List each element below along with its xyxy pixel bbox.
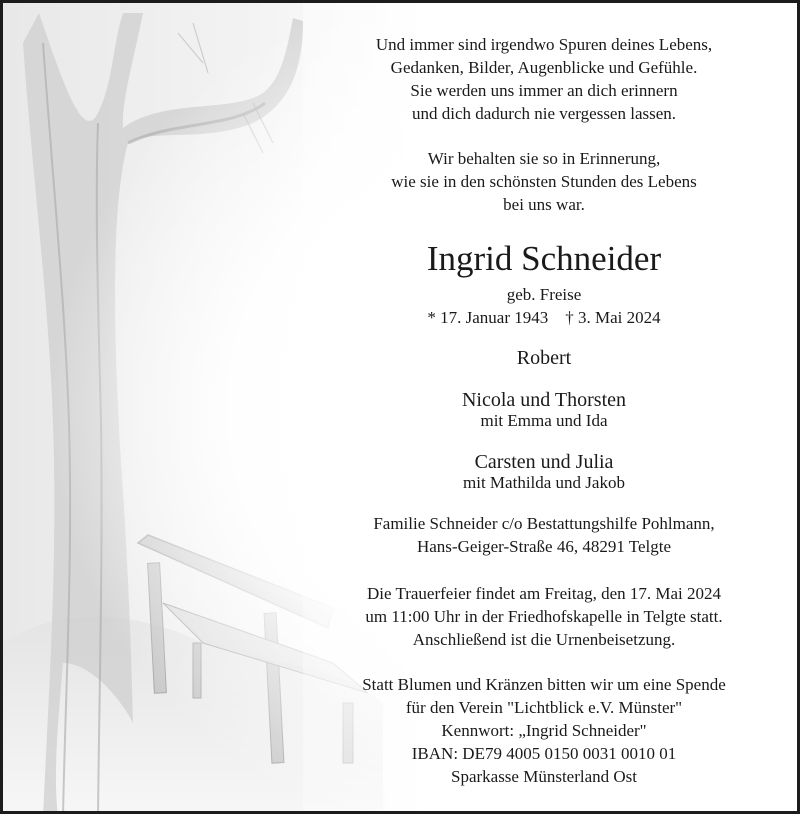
donation-line: Statt Blumen und Kränzen bitten wir um eine Spende xyxy=(362,675,726,694)
life-dates: * 17. Januar 1943 † 3. Mai 2024 xyxy=(427,308,661,327)
mourner-group-2 xyxy=(313,388,775,430)
poem-line: und dich dadurch nie vergessen lassen. xyxy=(411,104,677,123)
service-line: Anschließend ist die Urnenbeisetzung. xyxy=(412,630,676,649)
mourner-names: Robert xyxy=(516,347,572,369)
address-line: Hans-Geiger-Straße 46, 48291 Telgte xyxy=(416,537,672,556)
address-block xyxy=(313,512,775,558)
address-line: Familie Schneider c/o Bestattungshilfe Pohlmann, xyxy=(373,514,715,533)
maiden-name: geb. Freise xyxy=(506,285,582,304)
poem-stanza-1 xyxy=(313,33,775,125)
poem-line: Und immer sind irgendwo Spuren deines Lebens, xyxy=(375,35,713,54)
mourner-names: Nicola und Thorsten xyxy=(461,389,627,411)
deceased-details xyxy=(313,283,775,329)
mourner-group-3 xyxy=(313,450,775,492)
mourner-group-1 xyxy=(313,346,775,370)
poem-line: Wir behalten sie so in Erinnerung, xyxy=(427,149,661,168)
donation-line: Sparkasse Münsterland Ost xyxy=(450,767,638,786)
deceased-name: Ingrid Schneider xyxy=(426,239,662,278)
service-line: Die Trauerfeier findet am Freitag, den 17. Mai 2024 xyxy=(366,584,722,603)
mourner-sub: mit Mathilda und Jakob xyxy=(463,473,625,492)
donation-line: für den Verein "Lichtblick e.V. Münster" xyxy=(405,698,683,717)
service-line: um 11:00 Uhr in der Friedhofskapelle in Telgte statt. xyxy=(365,607,723,626)
mourner-sub: mit Emma und Ida xyxy=(480,411,608,430)
poem-line: Gedanken, Bilder, Augenblicke und Gefühle. xyxy=(390,58,698,77)
poem-line: bei uns war. xyxy=(503,195,585,214)
poem-line: wie sie in den schönsten Stunden des Lebens xyxy=(391,172,697,191)
mourner-names: Carsten und Julia xyxy=(474,451,614,473)
poem-stanza-2 xyxy=(313,147,775,216)
donation-line: IBAN: DE79 4005 0150 0031 0010 01 xyxy=(411,744,677,763)
donation-block xyxy=(313,673,775,788)
poem-line: Sie werden uns immer an dich erinnern xyxy=(410,81,678,100)
service-block xyxy=(313,582,775,651)
donation-line: Kennwort: „Ingrid Schneider" xyxy=(441,721,647,740)
